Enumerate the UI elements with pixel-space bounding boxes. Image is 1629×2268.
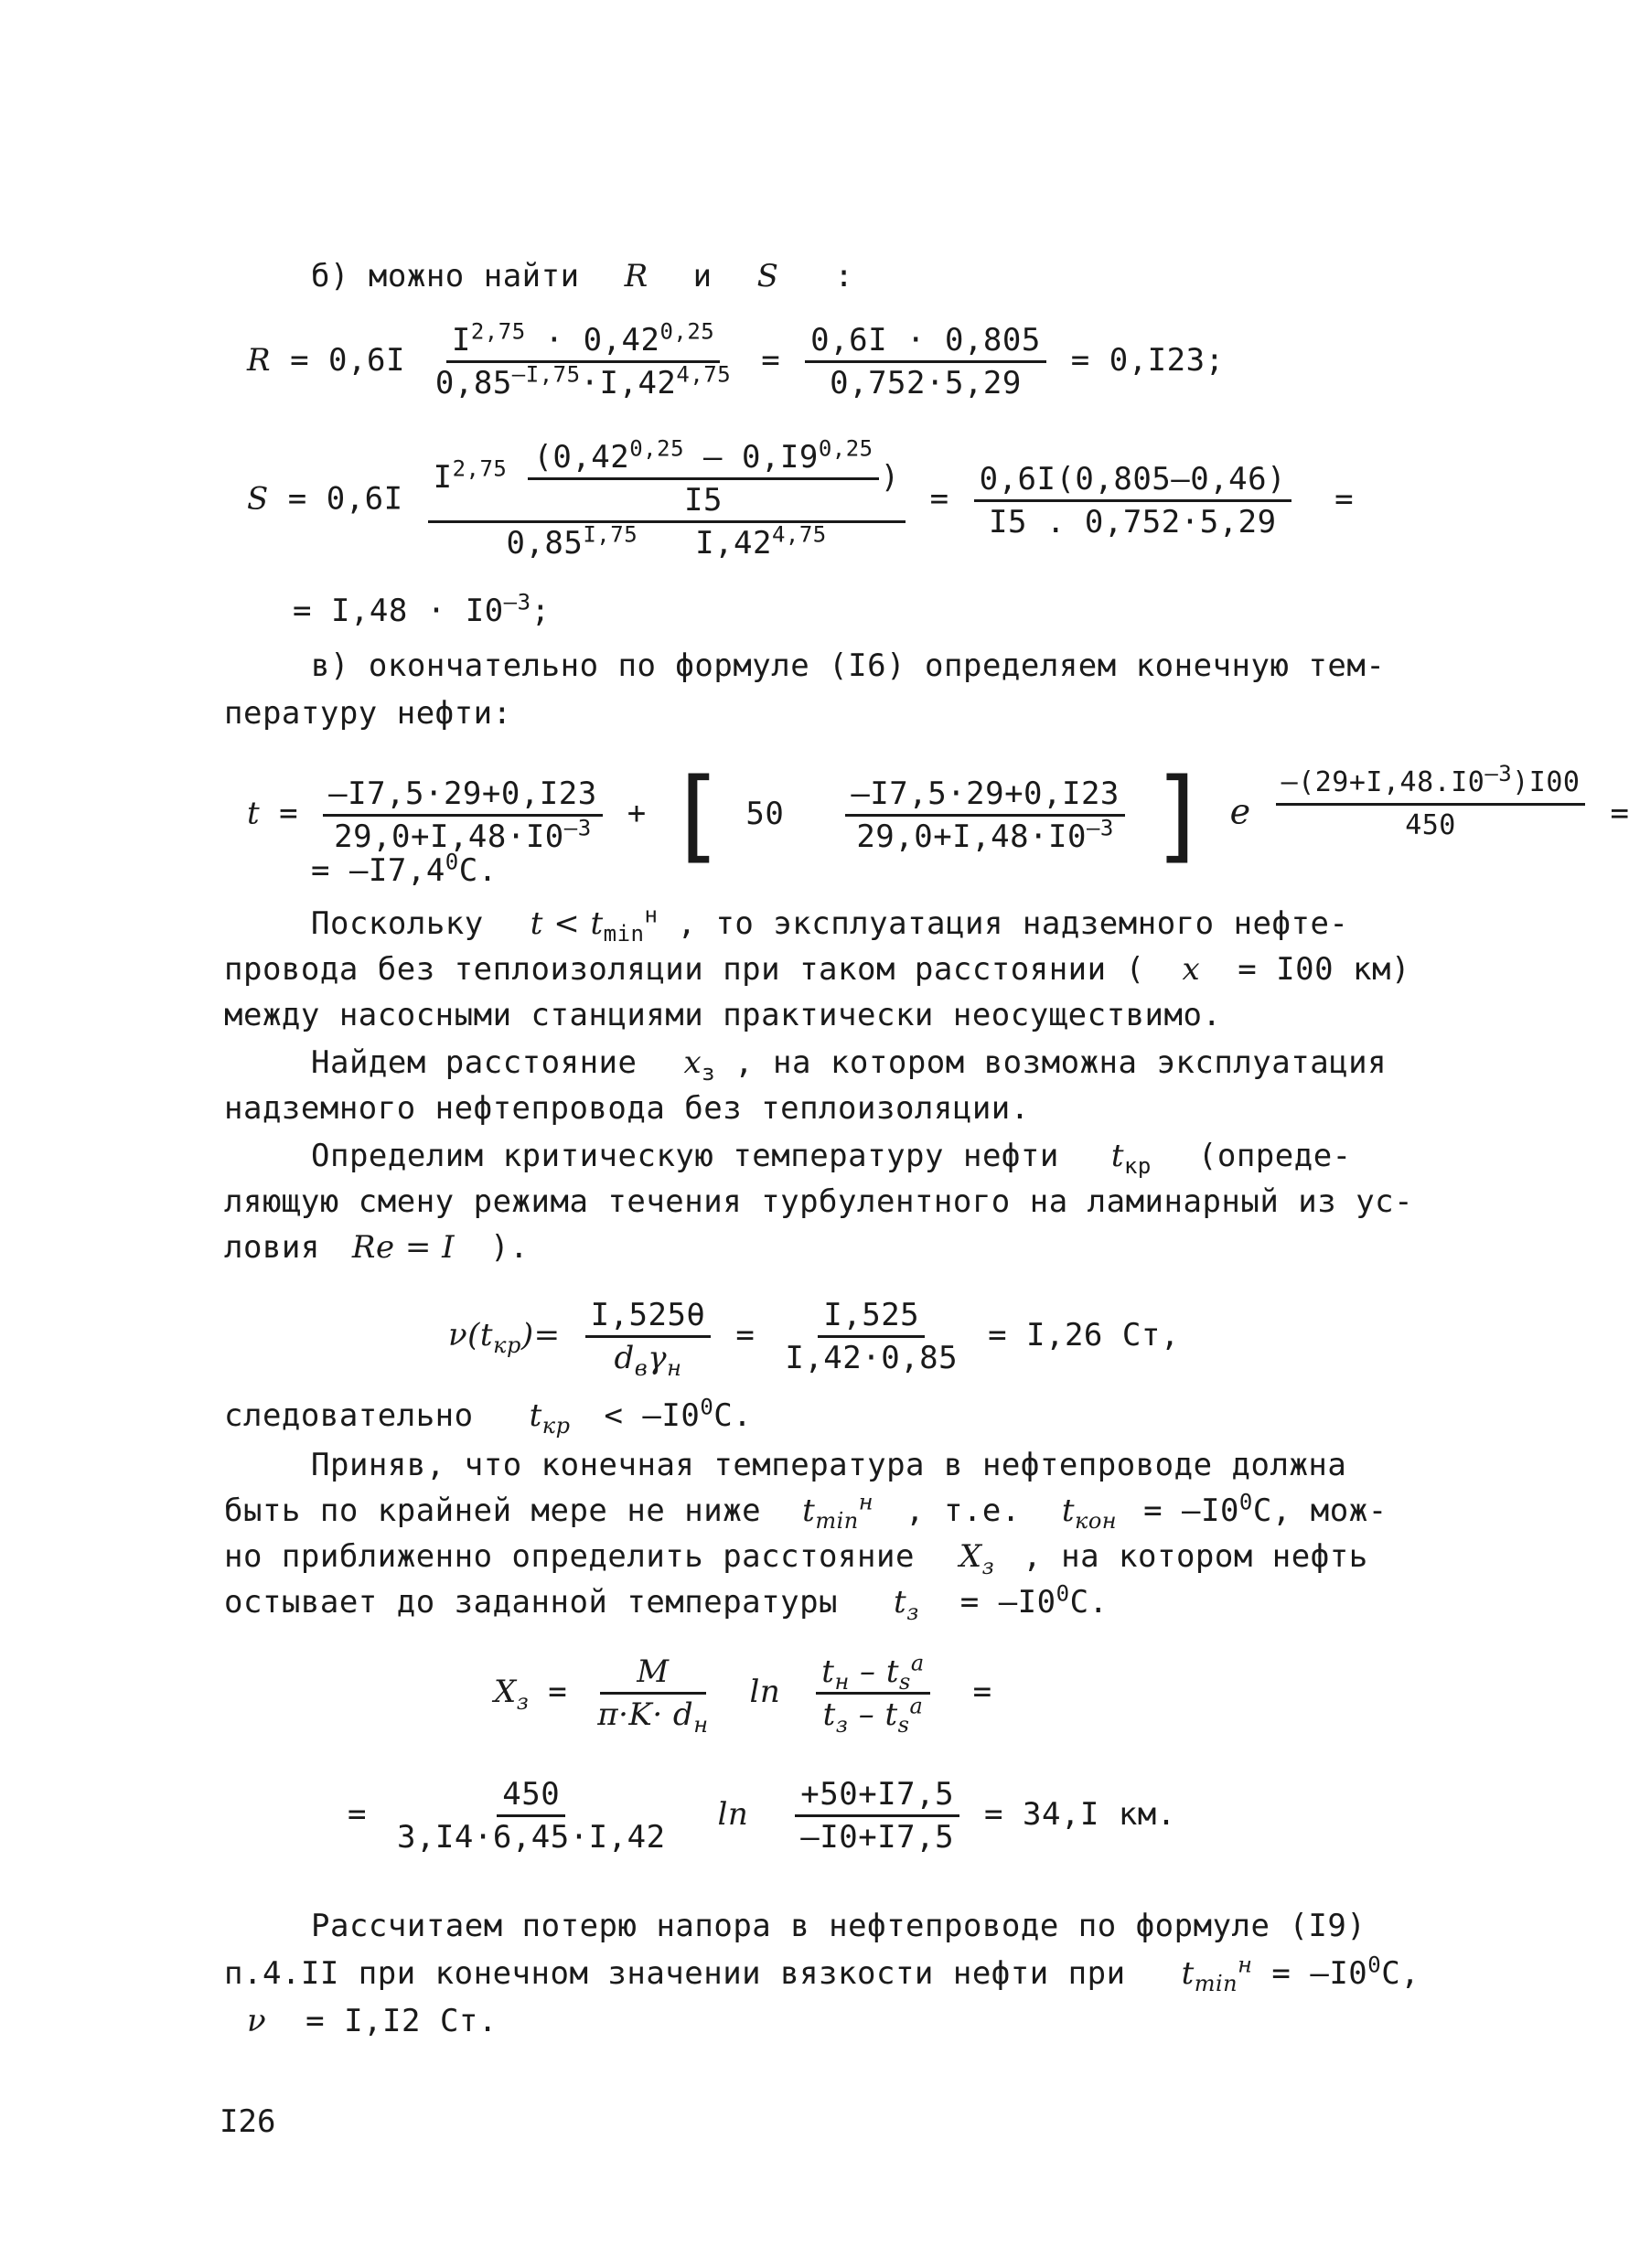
p4-l2-c: = –I0 [1143, 1492, 1239, 1529]
r-den1-mid: ·I,42 [580, 365, 677, 401]
word-and: и [692, 258, 713, 294]
s-num-a: I [433, 459, 453, 496]
nu-den1: d [614, 1340, 635, 1376]
s-den-b-sup: 4,75 [771, 521, 827, 548]
s-frac2-num: 0,6I(0,805–0,46) [974, 461, 1292, 502]
t-fifty: 50 [745, 795, 785, 832]
p5-l2-c: С, [1381, 1955, 1420, 1992]
x-den2-b-sub: s [897, 1711, 910, 1738]
p4-l2-sup2: 0 [1238, 1489, 1253, 1515]
p4-l2-d: С, мож- [1252, 1492, 1388, 1529]
nu-lhs-end: )= [520, 1317, 561, 1353]
s-eq1: = 0,6I [287, 480, 403, 518]
line-b [311, 258, 853, 294]
t-result-line [311, 849, 498, 889]
p4-l3-a: но приближенно определить расстояние [224, 1538, 915, 1575]
s-equation [247, 435, 1355, 562]
p3-sub: кр [1123, 1152, 1152, 1179]
p4-line3 [224, 1538, 1368, 1579]
p4-l3-sub: з [981, 1553, 995, 1579]
p3-l3-b: ). [490, 1229, 530, 1266]
t-frac2-den [851, 817, 1120, 855]
p3-b: (опреде- [1197, 1138, 1352, 1174]
sled-a: следовательно [224, 1397, 474, 1434]
t-frac2-num: –I7,5·29+0,I23 [845, 776, 1125, 817]
p4-l2-a: быть по крайней мере не ниже [224, 1492, 762, 1529]
x2-fraction-1 [391, 1776, 671, 1856]
r-den1-mid-sup: 4,75 [676, 361, 732, 388]
s-result: = I,48 · I0 [293, 593, 504, 629]
s-inner-num-a-sup: 0,25 [629, 435, 685, 462]
nu-lhs-sub: кр [493, 1332, 521, 1358]
s-inner-num-b-sup: 0,25 [818, 435, 873, 462]
p5-line1: Рассчитаем потерю напора в нефтепроводе по формуле (I9) [311, 1908, 1366, 1944]
t-lhs: t [247, 795, 261, 832]
x-den1-sub: н [693, 1711, 709, 1738]
p4-line2 [224, 1489, 1388, 1534]
p1-line2 [224, 951, 1410, 988]
sled-t: t [529, 1397, 542, 1434]
x-den2-a: t [822, 1696, 836, 1733]
r-eq2: = [761, 342, 781, 379]
x-frac1-num: M [600, 1653, 705, 1695]
s-inner-fraction [528, 435, 878, 519]
p3-l3-a: ловия [224, 1229, 320, 1266]
x2-frac1-den: 3,I4·6,45·I,42 [396, 1819, 666, 1856]
p2-line1 [311, 1044, 1388, 1086]
r-den1: 0,85 [434, 365, 512, 401]
s-num-close: ) [880, 459, 900, 496]
p1-line1 [311, 902, 1349, 947]
sled-sub: кр [541, 1412, 571, 1439]
nu-frac2-num: I,525 [818, 1297, 925, 1338]
x-frac1-den [592, 1695, 713, 1738]
t-exp-num-a: –(29+I,48.I0 [1281, 766, 1485, 798]
p5-l2-sup2: 0 [1367, 1952, 1382, 1978]
s-frac1-num [428, 435, 906, 523]
x-lhs: X [494, 1674, 517, 1710]
x-lhs-sub: з [516, 1688, 530, 1715]
x2-ln: ln [717, 1796, 749, 1833]
x2-frac1-num: 450 [497, 1776, 565, 1817]
x-fraction-1 [592, 1653, 713, 1738]
s-den-a-sup: I,75 [583, 521, 638, 548]
r-lhs: R [247, 342, 272, 379]
p1-t: t < t [530, 905, 604, 942]
r-equation [247, 318, 1225, 401]
p2-a: Найдем расстояние [311, 1044, 638, 1081]
x2-eq: = [348, 1796, 367, 1833]
p3-re: Re = I [351, 1229, 455, 1266]
line-b-text: б) можно найти [311, 258, 580, 294]
p5-l2-a: п.4.II при конечном значении вязкости нефти при [224, 1955, 1126, 1992]
r-num1-sup: 2,75 [470, 318, 526, 345]
p4-l2-sub: min [815, 1507, 859, 1534]
x-frac2-num [816, 1650, 929, 1695]
nu-eq2: = [735, 1317, 756, 1353]
p2-b: , на котором возможна эксплуатация [734, 1044, 1388, 1081]
s-lhs: S [247, 480, 269, 518]
r-frac2-den: 0,752·5,29 [830, 365, 1022, 401]
nu-fraction-1 [585, 1297, 712, 1381]
r-frac2-num: 0,6I · 0,805 [805, 322, 1046, 363]
p3-a: Определим критическую температуру нефти [311, 1138, 1059, 1174]
t-exp-num-end: )I00 [1512, 766, 1581, 798]
t-result-sup: 0 [445, 849, 459, 875]
t-den1: 29,0+I,48·I0 [334, 818, 564, 855]
x-num2-b-sup: a [910, 1650, 925, 1676]
s-inner-num-a: (0,42 [533, 439, 630, 476]
x-num2-b: – t [849, 1653, 900, 1690]
symbol-s: S [756, 258, 779, 294]
t-exp-den: 450 [1405, 809, 1456, 841]
r-fraction-2 [805, 322, 1046, 401]
x-num2-a: t [821, 1653, 835, 1690]
nu-result: = I,26 Ст, [988, 1317, 1180, 1353]
p3-line3 [224, 1229, 529, 1266]
p4-l3-x: X [959, 1538, 982, 1575]
nu-den1-gamma: γ [648, 1340, 668, 1376]
t-fraction-2 [845, 776, 1125, 855]
p3-line2: ляющую смену режима течения турбулентного на ламинарный из ус- [224, 1183, 1414, 1220]
s-fraction-1 [428, 435, 906, 562]
p5-l2-t: t [1181, 1955, 1195, 1992]
page-number: I26 [220, 2103, 276, 2140]
p1-a: Поскольку [311, 905, 484, 942]
p2-sub: з [702, 1059, 716, 1086]
r-num1-rest-sup: 0,25 [659, 318, 715, 345]
x-equation-numeric [348, 1776, 1176, 1856]
p4-l4-a: остывает до заданной температуры [224, 1584, 839, 1621]
t-exp-num-sup: –3 [1484, 761, 1513, 786]
r-fraction-1 [430, 318, 736, 401]
p4-line4 [224, 1580, 1109, 1625]
sled-sup: 0 [700, 1394, 714, 1420]
s-frac2-den: I5 . 0,752·5,29 [989, 503, 1277, 540]
t-den1-sup: –3 [563, 815, 592, 841]
p1-sub: min [603, 920, 645, 947]
s-frac1-den [500, 523, 831, 562]
s-result-sup: –3 [503, 589, 531, 615]
p3-line1 [311, 1138, 1352, 1179]
right-bracket: ] [1149, 756, 1211, 873]
p4-l2-t: t [802, 1492, 816, 1529]
p4-l2-sup: н [858, 1489, 874, 1515]
nu-den1-gamma-sub: н [667, 1354, 682, 1381]
p4-l4-c: С. [1069, 1584, 1109, 1621]
p4-l4-t: t [894, 1584, 907, 1621]
r-result: = 0,I23; [1070, 342, 1225, 379]
t-result-end: С. [458, 852, 498, 889]
p1-sup: н [644, 902, 659, 928]
symbol-r: R [624, 258, 648, 294]
r-den1-sup: –I,75 [511, 361, 581, 388]
r-eq1: = 0,6I [290, 342, 405, 379]
p5-l2-b: = –I0 [1271, 1955, 1368, 1992]
x-fraction-2 [816, 1650, 929, 1738]
p2-line2: надземного нефтепровода без теплоизоляции. [224, 1090, 1030, 1127]
p4-line1: Приняв, что конечная температура в нефтепроводе должна [311, 1447, 1347, 1483]
x-eq-end: = [972, 1674, 992, 1710]
t-exp-num [1276, 761, 1586, 806]
r-num1-rest: · 0,42 [544, 322, 660, 358]
s-den-a: 0,85 [506, 525, 584, 562]
r-frac1-den [430, 363, 736, 401]
nu-frac2-den: I,42·0,85 [785, 1340, 959, 1376]
x2-frac2-den: –I0+I7,5 [800, 1819, 955, 1856]
t-plus: + [627, 795, 647, 832]
s-den-b: I,42 [695, 525, 772, 562]
p5-l2-sup: н [1238, 1952, 1253, 1978]
s-eq3: = [1334, 480, 1355, 518]
x-eq: = [548, 1674, 568, 1710]
p1-b: , то эксплуатация надземного нефте- [677, 905, 1349, 942]
p4-l4-b: = –I0 [959, 1584, 1056, 1621]
sled-c: С. [713, 1397, 753, 1434]
p1-line3: между насосными станциями практически неосуществимо. [224, 997, 1222, 1033]
p4-l4-sup: 0 [1056, 1580, 1070, 1607]
t-eq-end: = [1610, 795, 1629, 832]
colon: : [834, 258, 854, 294]
p4-l4-sub: з [906, 1599, 919, 1625]
x-den2-b-sup: a [909, 1693, 924, 1719]
s-fraction-2 [974, 461, 1292, 540]
p4-l3-b: , на котором нефть [1023, 1538, 1368, 1575]
s-eq2: = [929, 480, 949, 518]
p5-line3 [247, 2003, 498, 2039]
x-den2-b: – t [848, 1696, 898, 1733]
nu-frac1-num: I,525θ [585, 1297, 712, 1338]
t-e: e [1229, 791, 1251, 832]
s-inner-num-b: – 0,I9 [703, 439, 819, 476]
nu-equation [448, 1297, 1180, 1381]
x-num2-a-sub: н [834, 1668, 850, 1695]
t-fraction-1 [323, 776, 603, 855]
r-num1: I [451, 322, 471, 358]
p3-t: t [1110, 1138, 1124, 1174]
x2-frac2-num: +50+I7,5 [795, 1776, 959, 1817]
p5-l3-b: = I,I2 Ст. [305, 2003, 498, 2039]
x-ln: ln [749, 1674, 781, 1710]
x-den1: π·K· d [597, 1696, 694, 1733]
s-result-end: ; [530, 593, 551, 629]
nu-frac1-den [609, 1338, 688, 1381]
r-frac1-num [446, 318, 720, 363]
t-den2: 29,0+I,48·I0 [856, 818, 1087, 855]
p5-line2 [224, 1952, 1420, 1996]
p1-l2-b: = I00 км) [1238, 951, 1410, 988]
p4-l2-t2: t [1061, 1492, 1075, 1529]
s-num-a-sup: 2,75 [452, 455, 508, 482]
t-den2-sup: –3 [1086, 815, 1114, 841]
t-frac1-num: –I7,5·29+0,I23 [323, 776, 603, 817]
t-result: = –I7,4 [311, 852, 445, 889]
p4-l2-b: , т.е. [906, 1492, 1021, 1529]
x2-fraction-2 [795, 1776, 959, 1856]
nu-den1-sub: в [634, 1354, 648, 1381]
s-inner-den: I5 [684, 482, 723, 519]
p4-l2-sub2: кон [1074, 1507, 1118, 1534]
x-frac2-den [818, 1693, 929, 1738]
p5-nu: ν [247, 2003, 267, 2039]
p2-x: x [683, 1044, 702, 1081]
t-exponent [1276, 761, 1586, 844]
t-eq: = [279, 795, 299, 832]
line-v2: пературу нефти: [224, 695, 512, 732]
x-num2-b-sub: s [899, 1668, 911, 1695]
x-den2-a-sub: з [835, 1711, 849, 1738]
nu-lhs: ν(t [448, 1317, 494, 1353]
p5-l2-sub: min [1194, 1970, 1238, 1996]
t-frac1-den [328, 817, 597, 855]
left-bracket: [ [665, 756, 727, 873]
p1-x: x [1182, 951, 1201, 988]
sled-line [224, 1394, 753, 1439]
sled-b: < –I0 [604, 1397, 701, 1434]
x-equation [494, 1650, 992, 1738]
x2-result: = 34,I км. [984, 1796, 1176, 1833]
s-inner-num [528, 435, 878, 480]
s-result-line [293, 589, 551, 629]
line-v1: в) окончательно по формуле (I6) определяем конечную тем- [311, 647, 1386, 684]
p1-l2: провода без теплоизоляции при таком расстоянии ( [224, 951, 1145, 988]
nu-fraction-2 [779, 1297, 963, 1376]
